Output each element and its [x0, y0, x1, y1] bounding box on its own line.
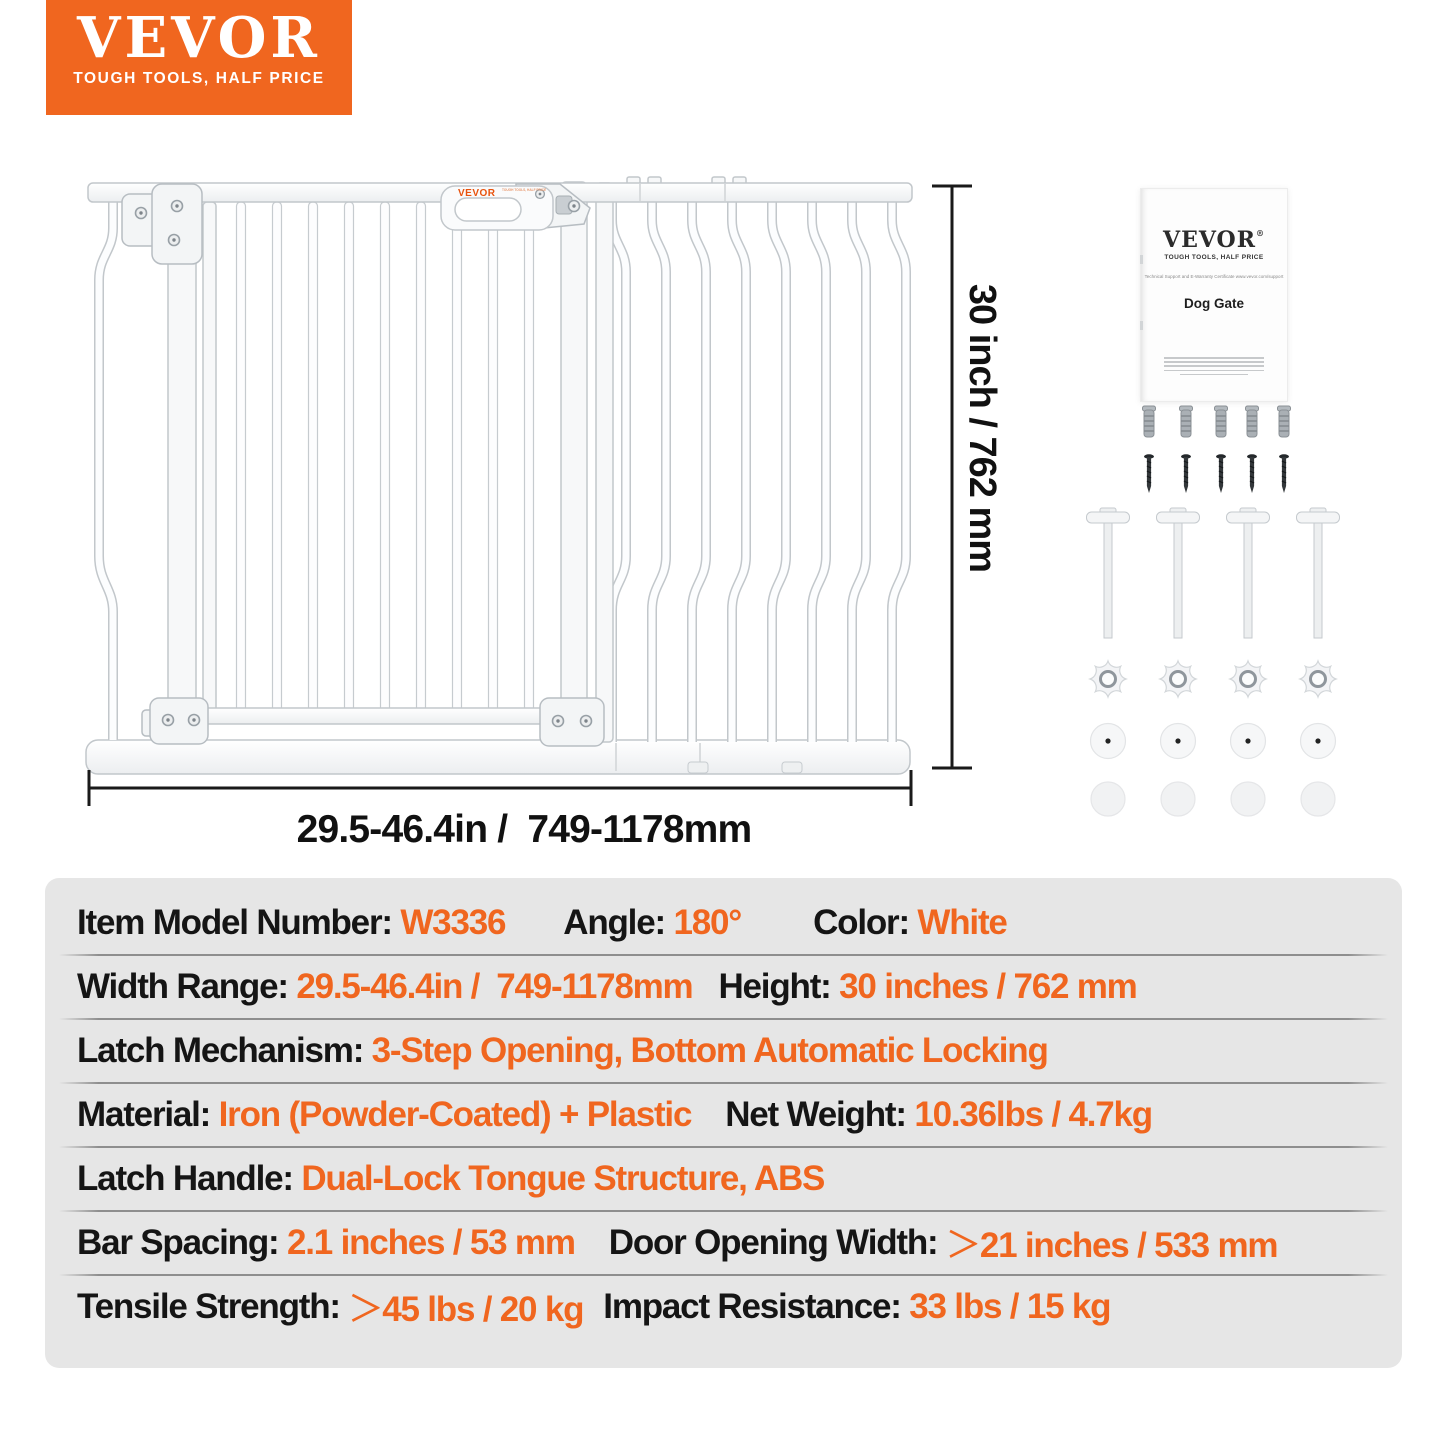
- spec-value: 3-Step Opening, Bottom Automatic Locking: [371, 1031, 1048, 1070]
- extension-wavy-bars: [612, 196, 906, 742]
- spec-value: 30 inches / 762 mm: [839, 967, 1137, 1006]
- vevor-logo: [46, 0, 352, 115]
- wall-anchors: [1143, 406, 1291, 437]
- manual-tagline-text: TOUGH TOOLS, HALF PRICE: [1164, 254, 1264, 261]
- door-latch-stile: [561, 182, 587, 742]
- spec-value: Iron (Powder-Coated) + Plastic: [218, 1095, 692, 1134]
- spec-label: Tensile Strength:: [77, 1287, 349, 1326]
- height-dimension-label: 30 inch / 762 mm: [961, 283, 1003, 573]
- handle-grip-hole: [455, 198, 521, 221]
- spec-row-material-weight: [45, 1083, 1402, 1147]
- spec-label: Net Weight:: [725, 1095, 915, 1134]
- dog-gate-graphic: [86, 177, 912, 774]
- baseboard-clip: [688, 762, 708, 773]
- manual-brand-text: VEVOR®: [1163, 227, 1265, 253]
- handle-tagline-text: TOUGH TOOLS, HALF PRICE: [502, 188, 547, 192]
- handle-brand-text: VEVOR: [458, 188, 496, 199]
- instruction-manual: [1140, 188, 1288, 402]
- spec-value: ＞45 lbs / 20 kg: [348, 1290, 584, 1329]
- spec-label: Impact Resistance:: [603, 1287, 910, 1326]
- hardware-kit: [1087, 406, 1340, 816]
- latch-handle: [441, 184, 590, 230]
- spec-value: Dual-Lock Tongue Structure, ABS: [301, 1159, 825, 1198]
- spec-row-bar-spacing-door-width: [45, 1211, 1402, 1275]
- door-bottom-rail: [158, 708, 590, 724]
- door-bars: [237, 202, 534, 712]
- width-dimension-label: 29.5-46.4in / 749-1178mm: [296, 808, 752, 851]
- spec-label: Item Model Number:: [77, 903, 401, 942]
- spec-label: Height:: [718, 967, 840, 1006]
- spec-value: 29.5-46.4in / 749-1178mm: [296, 967, 693, 1006]
- mounting-screws: [1144, 454, 1289, 493]
- spec-label: Latch Mechanism:: [77, 1031, 372, 1070]
- bottom-hinge-bracket: [142, 698, 208, 744]
- spec-value: White: [917, 903, 1007, 942]
- spec-value: 10.36lbs / 4.7kg: [914, 1095, 1152, 1134]
- spec-panel: [45, 878, 1402, 1368]
- wall-cups: [1091, 724, 1336, 759]
- spec-label: Material:: [77, 1095, 219, 1134]
- spec-label: Door Opening Width:: [608, 1223, 947, 1262]
- left-outer-wavy-bar: [99, 202, 113, 740]
- hinge-post: [168, 184, 196, 742]
- spec-value: W3336: [400, 903, 506, 942]
- logo-tagline-text: TOUGH TOOLS, HALF PRICE: [73, 70, 325, 87]
- baseboard-clip: [782, 762, 802, 773]
- registered-mark: ®: [1255, 228, 1265, 238]
- spec-row-model-angle-color: [45, 891, 1402, 955]
- tension-bolts: [1087, 508, 1340, 638]
- frame-post-right-of-door: [596, 183, 613, 742]
- spec-label: Width Range:: [77, 967, 297, 1006]
- spec-label: Color:: [813, 903, 918, 942]
- spec-value: 2.1 inches / 53 mm: [287, 1223, 575, 1262]
- manual-binding-notch: [1140, 321, 1143, 330]
- manual-title-text: Dog Gate: [1183, 296, 1244, 311]
- spec-value: 33 lbs / 15 kg: [909, 1287, 1111, 1326]
- bottom-latch-bracket: [540, 698, 604, 746]
- spec-row-width-height: [45, 955, 1402, 1019]
- manual-binding-notch: [1140, 255, 1143, 264]
- spec-row-tensile-impact: [45, 1275, 1402, 1339]
- spec-value: 180°: [673, 903, 742, 942]
- wall-pads: [1091, 782, 1335, 816]
- rosette-nuts: [1090, 661, 1336, 697]
- door-left-stile: [203, 202, 216, 714]
- logo-brand-text: VEVOR: [77, 5, 321, 71]
- top-hinge-bracket: [122, 184, 202, 264]
- spec-label: Angle:: [563, 903, 674, 942]
- spec-value: ＞21 inches / 533 mm: [946, 1226, 1278, 1265]
- spec-label: Latch Handle:: [77, 1159, 302, 1198]
- spec-label: Bar Spacing:: [77, 1223, 288, 1262]
- manual-support-line: Technical Support and E-Warranty Certificate www.vevor.com/support: [1144, 274, 1284, 279]
- spec-row-latch-mechanism: [45, 1019, 1402, 1083]
- manual-fine-print: [1164, 357, 1263, 375]
- spec-row-latch-handle: [45, 1147, 1402, 1211]
